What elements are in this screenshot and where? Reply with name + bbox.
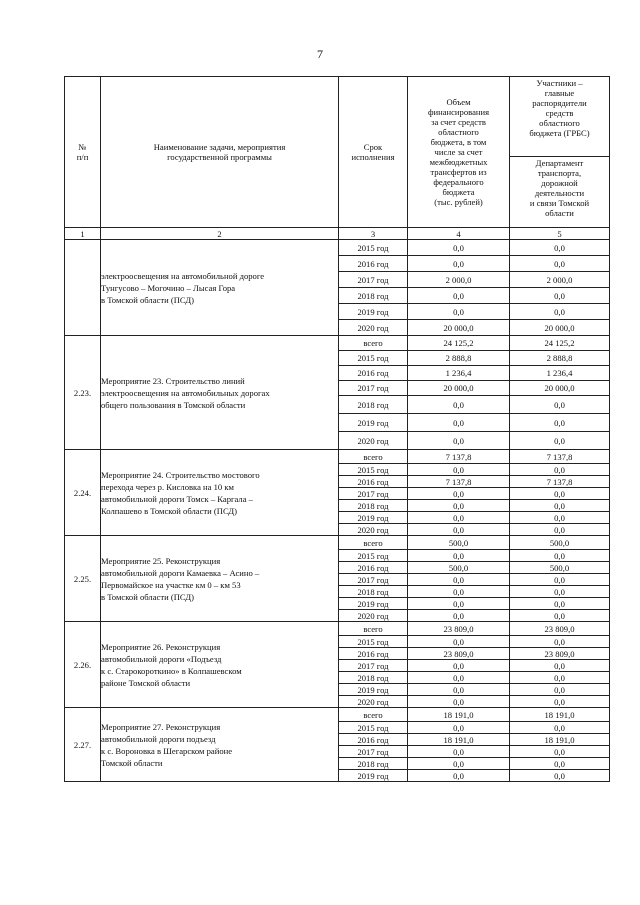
col-number: 2 [101, 228, 339, 240]
funding-cell: 24 125,2 [408, 336, 510, 351]
funding-cell: 0,0 [408, 550, 510, 562]
department-cell: 0,0 [510, 722, 610, 734]
term-cell: 2019 год [339, 770, 408, 782]
term-cell: 2018 год [339, 396, 408, 414]
department-cell: 7 137,8 [510, 476, 610, 488]
department-cell: 20 000,0 [510, 381, 610, 396]
table-row [65, 450, 610, 464]
department-cell: 0,0 [510, 500, 610, 512]
department-cell: 0,0 [510, 512, 610, 524]
funding-cell: 20 000,0 [408, 320, 510, 336]
department-cell: 18 191,0 [510, 734, 610, 746]
term-cell: 2018 год [339, 586, 408, 598]
term-cell: всего [339, 536, 408, 550]
term-cell: 2015 год [339, 636, 408, 648]
department-cell: 18 191,0 [510, 708, 610, 722]
page-number: 7 [317, 47, 323, 61]
funding-cell: 0,0 [408, 574, 510, 586]
term-cell: 2020 год [339, 524, 408, 536]
term-cell: 2020 год [339, 696, 408, 708]
term-cell: 2020 год [339, 432, 408, 450]
funding-cell: 2 000,0 [408, 272, 510, 288]
item-number: 2.25. [65, 536, 101, 622]
department-cell: 0,0 [510, 770, 610, 782]
col-number: 5 [510, 228, 610, 240]
department-cell: 0,0 [510, 414, 610, 432]
funding-cell: 0,0 [408, 464, 510, 476]
funding-cell: 0,0 [408, 396, 510, 414]
table-row [65, 240, 610, 256]
item-title: электроосвещения на автомобильной дороге Тунгусово – Могочино – Лысая Гора в Томской области (ПСД) [101, 240, 339, 336]
header-participants: Участники – главные распорядители средств областного бюджета (ГРБС) [510, 77, 610, 157]
funding-cell: 7 137,8 [408, 476, 510, 488]
funding-cell: 0,0 [408, 512, 510, 524]
department-cell: 0,0 [510, 488, 610, 500]
item-number: 2.24. [65, 450, 101, 536]
funding-cell: 0,0 [408, 696, 510, 708]
department-cell: 0,0 [510, 464, 610, 476]
term-cell: 2015 год [339, 550, 408, 562]
department-cell: 0,0 [510, 672, 610, 684]
department-cell: 20 000,0 [510, 320, 610, 336]
col-number: 3 [339, 228, 408, 240]
funding-cell: 0,0 [408, 432, 510, 450]
header-term: Срок исполнения [339, 77, 408, 228]
funding-cell: 7 137,8 [408, 450, 510, 464]
term-cell: 2017 год [339, 660, 408, 672]
term-cell: 2016 год [339, 366, 408, 381]
department-cell: 23 809,0 [510, 648, 610, 660]
header-task: Наименование задачи, мероприятия государственной программы [101, 77, 339, 228]
funding-cell: 500,0 [408, 536, 510, 550]
program-table [64, 76, 610, 782]
term-cell: 2016 год [339, 476, 408, 488]
funding-cell: 0,0 [408, 598, 510, 610]
table-row [65, 536, 610, 550]
funding-cell: 0,0 [408, 240, 510, 256]
funding-cell: 20 000,0 [408, 381, 510, 396]
department-cell: 0,0 [510, 432, 610, 450]
term-cell: 2019 год [339, 598, 408, 610]
funding-cell: 1 236,4 [408, 366, 510, 381]
funding-cell: 500,0 [408, 562, 510, 574]
department-cell: 0,0 [510, 240, 610, 256]
column-number-row [65, 228, 610, 240]
department-cell: 0,0 [510, 550, 610, 562]
funding-cell: 0,0 [408, 288, 510, 304]
term-cell: всего [339, 622, 408, 636]
funding-cell: 18 191,0 [408, 734, 510, 746]
funding-cell: 0,0 [408, 586, 510, 598]
item-number: 2.27. [65, 708, 101, 782]
department-cell: 0,0 [510, 574, 610, 586]
term-cell: 2016 год [339, 562, 408, 574]
term-cell: 2018 год [339, 672, 408, 684]
funding-cell: 2 888,8 [408, 351, 510, 366]
funding-cell: 0,0 [408, 414, 510, 432]
term-cell: 2019 год [339, 414, 408, 432]
table-row [65, 336, 610, 351]
funding-cell: 0,0 [408, 770, 510, 782]
item-title: Мероприятие 24. Строительство мостового перехода через р. Кисловка на 10 км автомобильной дороги Томск – Каргала – Колпашево в Томской области (ПСД) [101, 450, 339, 536]
term-cell: 2015 год [339, 351, 408, 366]
header-row [65, 77, 610, 157]
department-cell: 500,0 [510, 562, 610, 574]
department-cell: 0,0 [510, 598, 610, 610]
department-cell: 24 125,2 [510, 336, 610, 351]
col-number: 4 [408, 228, 510, 240]
department-cell: 0,0 [510, 696, 610, 708]
item-number: 2.26. [65, 622, 101, 708]
department-cell: 23 809,0 [510, 622, 610, 636]
department-cell: 0,0 [510, 524, 610, 536]
funding-cell: 0,0 [408, 304, 510, 320]
col-number: 1 [65, 228, 101, 240]
term-cell: всего [339, 708, 408, 722]
funding-cell: 0,0 [408, 500, 510, 512]
term-cell: 2017 год [339, 381, 408, 396]
department-cell: 7 137,8 [510, 450, 610, 464]
item-title: Мероприятие 23. Строительство линий электроосвещения на автомобильных дорогах общего пользования в Томской области [101, 336, 339, 450]
term-cell: 2020 год [339, 610, 408, 622]
item-number [65, 240, 101, 336]
funding-cell: 0,0 [408, 660, 510, 672]
department-cell: 0,0 [510, 304, 610, 320]
term-cell: 2018 год [339, 758, 408, 770]
term-cell: 2019 год [339, 684, 408, 696]
term-cell: всего [339, 336, 408, 351]
funding-cell: 0,0 [408, 256, 510, 272]
item-title: Мероприятие 27. Реконструкция автомобильной дороги подъезд к с. Вороновка в Шегарском районе Томской области [101, 708, 339, 782]
department-cell: 0,0 [510, 288, 610, 304]
department-cell: 2 000,0 [510, 272, 610, 288]
term-cell: 2016 год [339, 648, 408, 660]
department-cell: 0,0 [510, 746, 610, 758]
department-cell: 0,0 [510, 586, 610, 598]
term-cell: 2015 год [339, 464, 408, 476]
funding-cell: 0,0 [408, 488, 510, 500]
funding-cell: 0,0 [408, 524, 510, 536]
funding-cell: 0,0 [408, 672, 510, 684]
item-title: Мероприятие 25. Реконструкция автомобильной дороги Камаевка – Асино – Первомайское на участке км 0 – км 53 в Томской области (ПСД) [101, 536, 339, 622]
term-cell: 2020 год [339, 320, 408, 336]
term-cell: 2017 год [339, 488, 408, 500]
funding-cell: 0,0 [408, 636, 510, 648]
table-row [65, 708, 610, 722]
department-cell: 0,0 [510, 396, 610, 414]
term-cell: 2019 год [339, 512, 408, 524]
funding-cell: 0,0 [408, 746, 510, 758]
department-cell: 0,0 [510, 610, 610, 622]
funding-cell: 18 191,0 [408, 708, 510, 722]
item-number: 2.23. [65, 336, 101, 450]
department-cell: 0,0 [510, 684, 610, 696]
header-department: Департамент транспорта, дорожной деятельности и связи Томской области [510, 157, 610, 228]
term-cell: 2018 год [339, 288, 408, 304]
term-cell: 2015 год [339, 240, 408, 256]
funding-cell: 0,0 [408, 684, 510, 696]
funding-cell: 0,0 [408, 758, 510, 770]
term-cell: 2016 год [339, 256, 408, 272]
term-cell: 2016 год [339, 734, 408, 746]
department-cell: 0,0 [510, 660, 610, 672]
department-cell: 0,0 [510, 256, 610, 272]
department-cell: 2 888,8 [510, 351, 610, 366]
department-cell: 1 236,4 [510, 366, 610, 381]
term-cell: 2017 год [339, 272, 408, 288]
funding-cell: 23 809,0 [408, 648, 510, 660]
term-cell: 2017 год [339, 746, 408, 758]
table-row [65, 622, 610, 636]
header-num: № п/п [65, 77, 101, 228]
term-cell: 2017 год [339, 574, 408, 586]
term-cell: всего [339, 450, 408, 464]
item-title: Мероприятие 26. Реконструкция автомобильной дороги «Подъезд к с. Старокороткино» в Колпашевском районе Томской области [101, 622, 339, 708]
department-cell: 0,0 [510, 636, 610, 648]
department-cell: 0,0 [510, 758, 610, 770]
funding-cell: 0,0 [408, 610, 510, 622]
header-funding: Объем финансирования за счет средств областного бюджета, в том числе за счет межбюджетных трансфертов из федерального бюджета (тыс. рублей) [408, 77, 510, 228]
department-cell: 500,0 [510, 536, 610, 550]
term-cell: 2018 год [339, 500, 408, 512]
funding-cell: 0,0 [408, 722, 510, 734]
funding-cell: 23 809,0 [408, 622, 510, 636]
term-cell: 2019 год [339, 304, 408, 320]
term-cell: 2015 год [339, 722, 408, 734]
